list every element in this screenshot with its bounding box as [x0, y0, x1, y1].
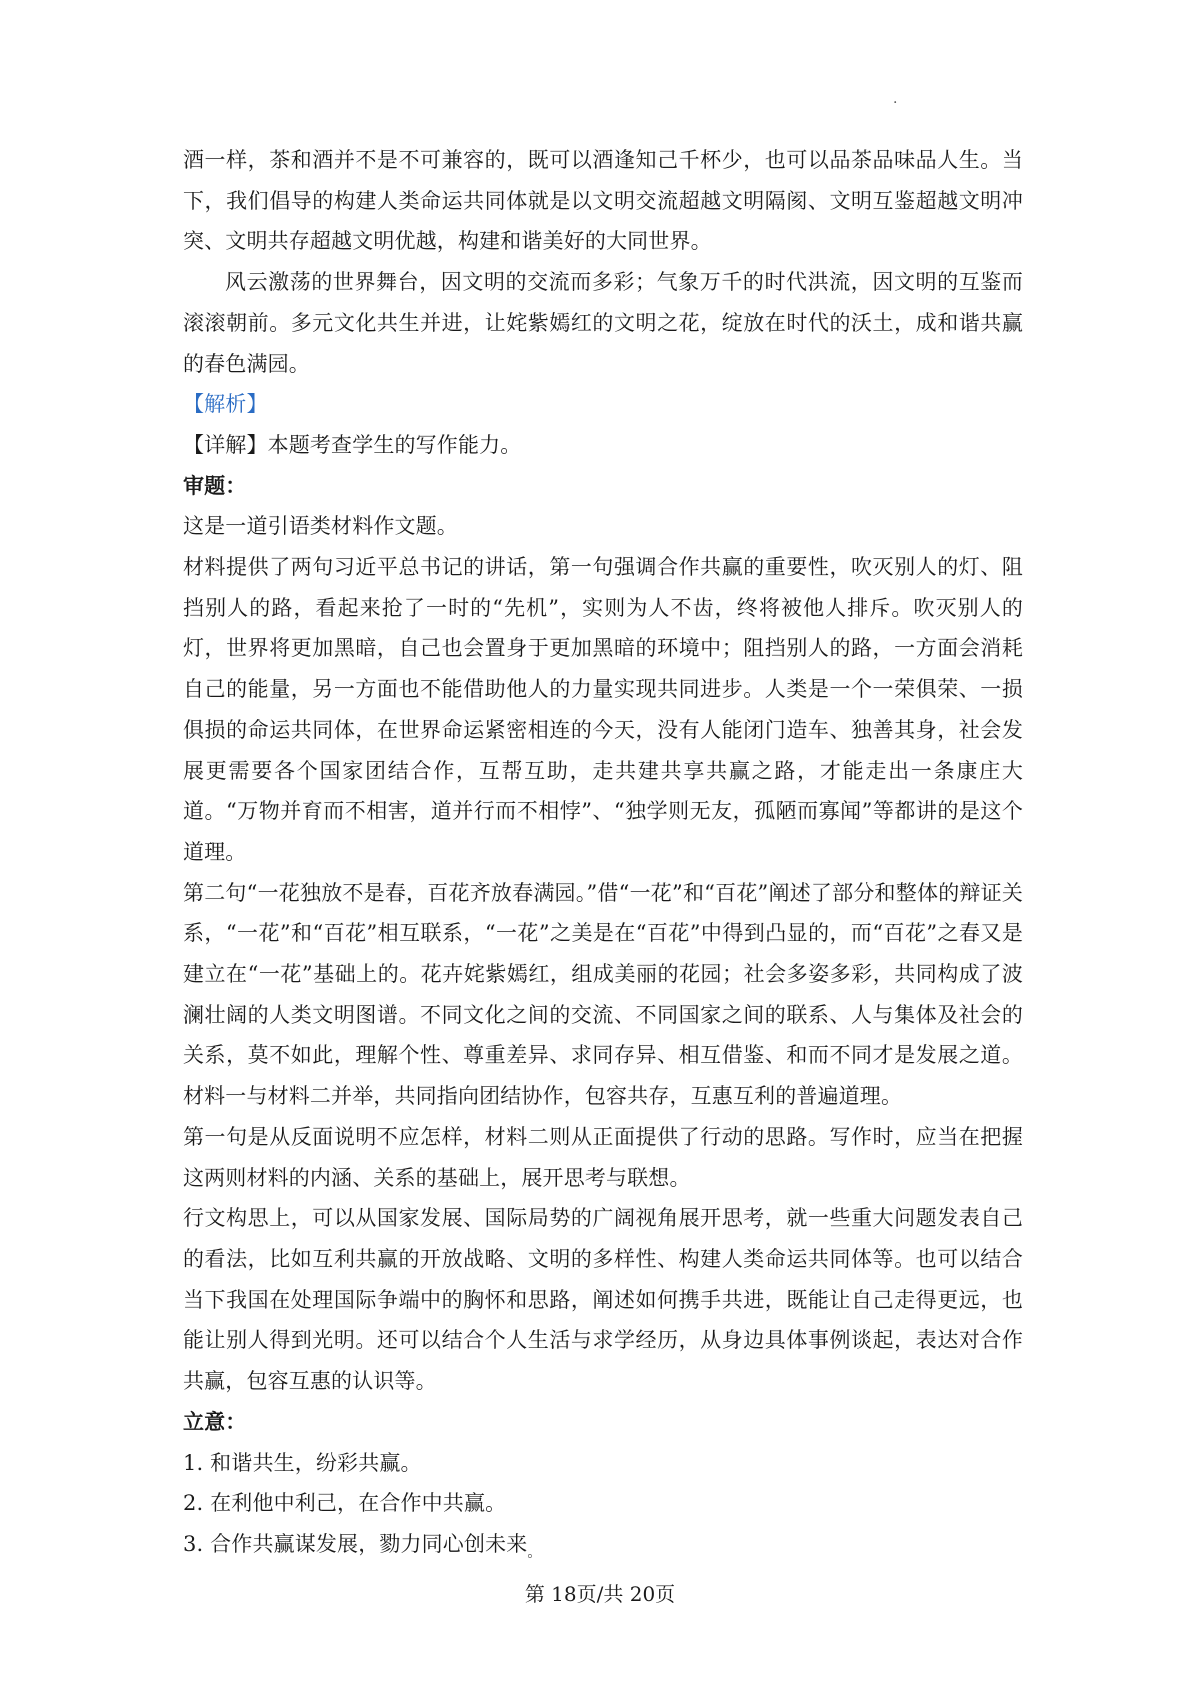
paragraph-writing-approach: 第一句是从反面说明不应怎样，材料二则从正面提供了行动的思路。写作时，应当在把握这两则材料的内涵、关系的基础上，展开思考与联想。	[183, 1124, 1023, 1190]
page-number: 第 18页/共 20页	[524, 1582, 676, 1606]
thesis-item-2: 2. 在利他中利己，在合作中共赢。	[183, 1491, 507, 1516]
paragraph-structure-ideas: 行文构思上，可以从国家发展、国际局势的广阔视角展开思考，就一些重大问题发表自己的看法，比如互利共赢的开放战略、文明的多样性、构建人类命运共同体等。也可以结合当下我国在处理国际争端中的胸怀和思路，阐述如何携手共进，既能让自己走得更远，也能让别人得到光明。还可以结合个人生活与求学经历，从身边具体事例谈起，表达对合作共赢，包容互惠的认识等。	[183, 1206, 1023, 1394]
section-heading-liyi: 立意：	[183, 1408, 247, 1434]
detail-heading: 【详解】本题考查学生的写作能力。	[183, 432, 522, 457]
section-heading-shenti: 审题：	[183, 472, 247, 498]
paragraph-question-type: 这是一道引语类材料作文题。	[183, 514, 458, 539]
thesis-item-3-text: 3. 合作共赢谋发展，勠力同心创未来	[183, 1531, 528, 1556]
document-body	[183, 140, 1023, 1574]
header-mark: ·	[893, 95, 898, 111]
analysis-heading: 【解析】	[183, 392, 268, 417]
thesis-item-1: 1. 和谐共生，纷彩共赢。	[183, 1450, 422, 1475]
paragraph-conclusion: 风云激荡的世界舞台，因文明的交流而多彩；气象万千的时代洪流，因文明的互鉴而滚滚朝前。多元文化共生并进，让姹紫嫣红的文明之花，绽放在时代的沃土，成和谐共赢的春色满园。	[183, 270, 1023, 376]
thesis-item-3-period: 。	[527, 1544, 542, 1561]
thesis-item-3	[183, 1524, 1023, 1574]
paragraph-material-one: 材料提供了两句习近平总书记的讲话，第一句强调合作共赢的重要性，吹灭别人的灯、阻挡别人的路，看起来抢了一时的“先机”，实则为人不齿，终将被他人排斥。吹灭别人的灯，世界将更加黑暗，自己也会置身于更加黑暗的环境中；阻挡别人的路，一方面会消耗自己的能量，另一方面也不能借助他人的力量实现共同进步。人类是一个一荣俱荣、一损俱损的命运共同体，在世界命运紧密相连的今天，没有人能闭门造车、独善其身，社会发展更需要各个国家团结合作，互帮互助，走共建共享共赢之路，才能走出一条康庄大道。“万物并育而不相害，道并行而不相悖”、“独学则无友，孤陋而寡闻”等都讲的是这个道理。	[183, 555, 1023, 864]
paragraph-continuation: 酒一样，茶和酒并不是不可兼容的，既可以酒逢知己千杯少，也可以品茶品味品人生。当下，我们倡导的构建人类命运共同体就是以文明交流超越文明隔阂、文明互鉴超越文明冲突、文明共存超越文明优越，构建和谐美好的大同世界。	[183, 148, 1023, 254]
paragraph-material-two: 第二句“一花独放不是春，百花齐放春满园。”借“一花”和“百花”阐述了部分和整体的辩证关系，“一花”和“百花”相互联系，“一花”之美是在“百花”中得到凸显的，而“百花”之春又是建立在“一花”基础上的。花卉姹紫嫣红，组成美丽的花园；社会多姿多彩，共同构成了波澜壮阔的人类文明图谱。不同文化之间的交流、不同国家之间的联系、人与集体及社会的关系，莫不如此，理解个性、尊重差异、求同存异、相互借鉴、和而不同才是发展之道。材料一与材料二并举，共同指向团结协作，包容共存，互惠互利的普遍道理。	[183, 880, 1023, 1109]
